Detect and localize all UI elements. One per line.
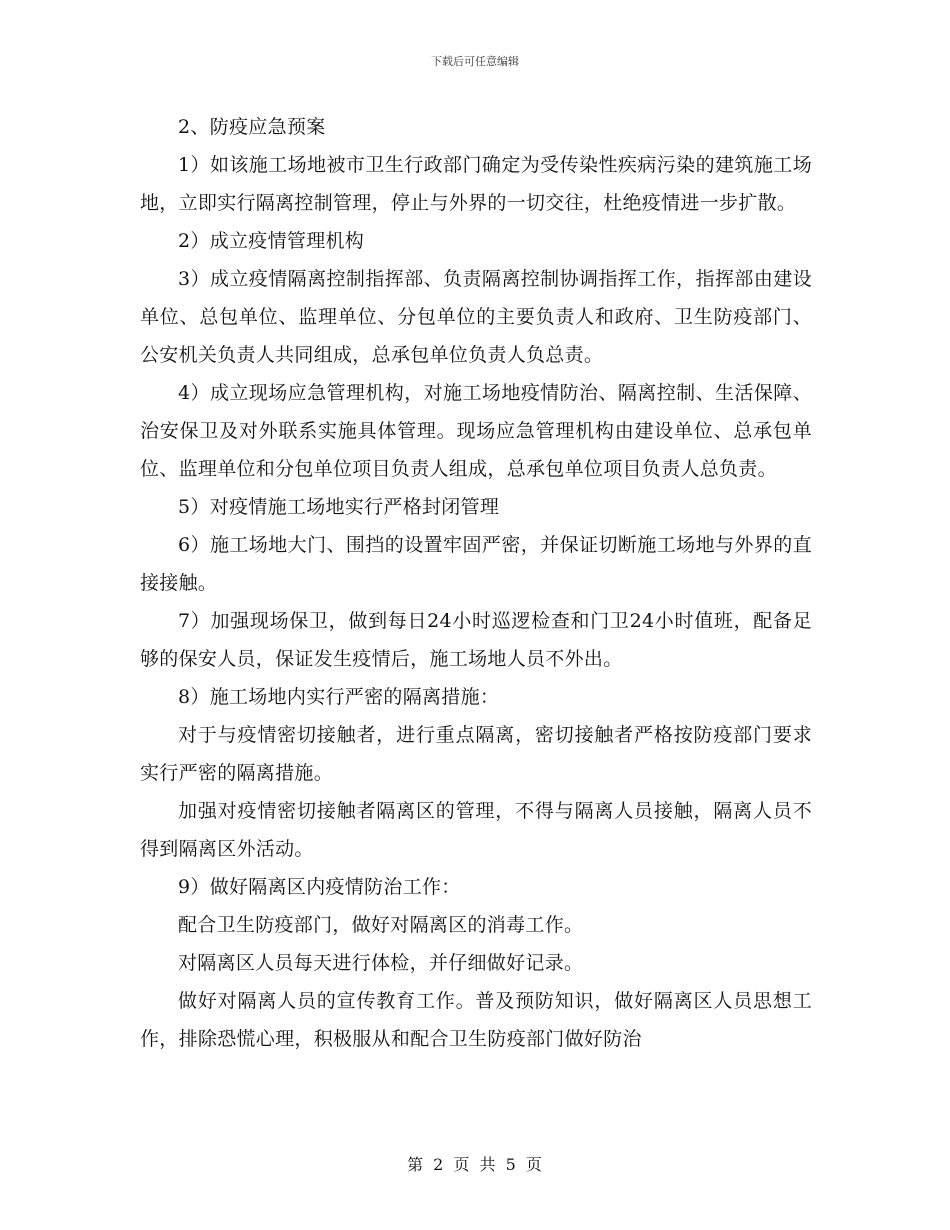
section-heading: 2、防疫应急预案 xyxy=(178,116,326,138)
paragraph-item-5: 5）对疫情施工场地实行严格封闭管理 xyxy=(178,496,500,518)
paragraph-item-2: 2）成立疫情管理机构 xyxy=(178,230,365,252)
paragraph-item-4: 4）成立现场应急管理机构，对施工场地疫情防治、隔离控制、生活保障、治安保卫及对外联系实施具体管理。现场应急管理机构由建设单位、总承包单位、监理单位和分包单位项目负责人组成，总承包单位项目负责人总负责。 xyxy=(140,382,812,480)
paragraph-close-contact-isolation: 对于与疫情密切接触者，进行重点隔离，密切接触者严格按防疫部门要求实行严密的隔离措施。 xyxy=(140,724,812,784)
paragraph-isolation-area-management: 加强对疫情密切接触者隔离区的管理，不得与隔离人员接触，隔离人员不得到隔离区外活动。 xyxy=(140,800,812,860)
paragraph-item-9: 9）做好隔离区内疫情防治工作： xyxy=(178,876,461,898)
paragraph-education: 做好对隔离人员的宣传教育工作。普及预防知识，做好隔离区人员思想工作，排除恐慌心理，积极服从和配合卫生防疫部门做好防治 xyxy=(140,990,812,1050)
paragraph-item-3: 3）成立疫情隔离控制指挥部、负责隔离控制协调指挥工作，指挥部由建设单位、总包单位、监理单位、分包单位的主要负责人和政府、卫生防疫部门、公安机关负责人共同组成，总承包单位负责人负总责。 xyxy=(140,268,812,366)
paragraph-item-8: 8）施工场地内实行严密的隔离措施： xyxy=(178,686,500,708)
document-body xyxy=(140,108,812,1058)
paragraph-daily-checkup: 对隔离区人员每天进行体检，并仔细做好记录。 xyxy=(178,952,584,974)
paragraph-disinfection: 配合卫生防疫部门，做好对隔离区的消毒工作。 xyxy=(178,914,584,936)
paragraph-item-7: 7）加强现场保卫，做到每日24小时巡逻检查和门卫24小时值班，配备足够的保安人员，保证发生疫情后，施工场地人员不外出。 xyxy=(140,610,812,670)
paragraph-item-6: 6）施工场地大门、围挡的设置牢固严密，并保证切断施工场地与外界的直接接触。 xyxy=(140,534,812,594)
page-number: 第 2 页 共 5 页 xyxy=(407,1155,543,1174)
download-note: 下载后可任意编辑 xyxy=(431,55,519,68)
paragraph-item-1: 1）如该施工场地被市卫生行政部门确定为受传染性疾病污染的建筑施工场地，立即实行隔离控制管理，停止与外界的一切交往，杜绝疫情进一步扩散。 xyxy=(140,154,812,214)
